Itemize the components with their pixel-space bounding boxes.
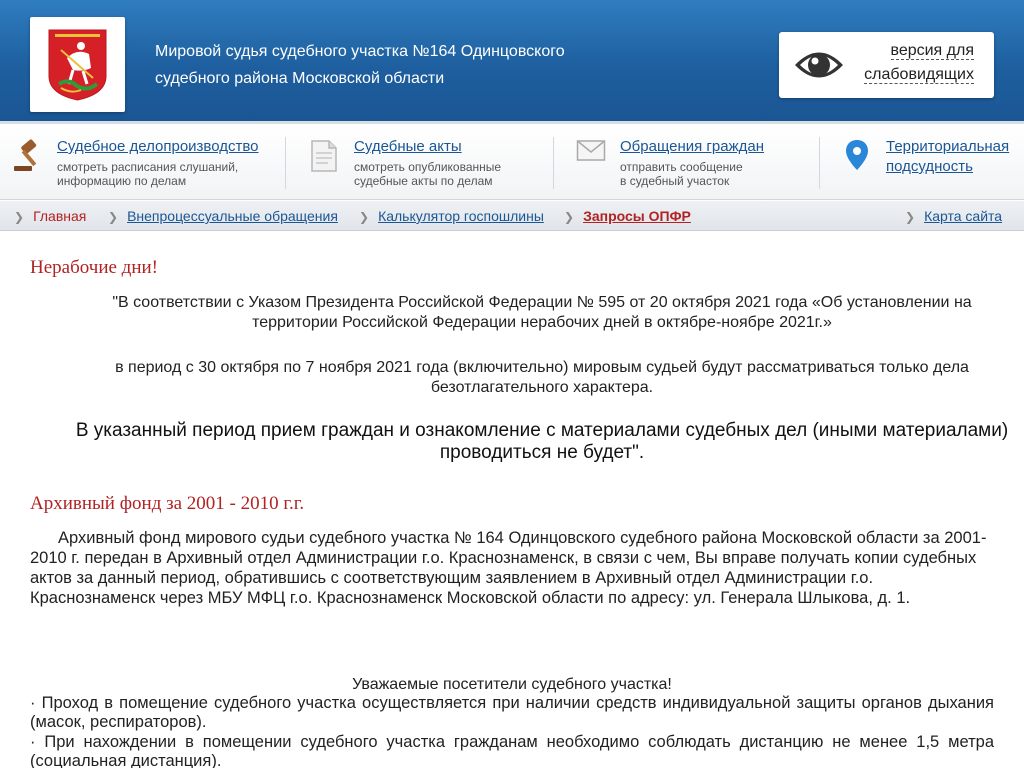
chevron-right-icon: ❯ bbox=[14, 210, 25, 224]
paragraph-line: безотлагательного характера. bbox=[430, 379, 654, 396]
service-court-acts[interactable] bbox=[310, 137, 540, 193]
nav-item-opfr-requests[interactable] bbox=[564, 207, 691, 226]
paragraph-line: в период с 30 октября по 7 ноября 2021 года (включительно) мировым судьей будут рассматриваться только дела bbox=[115, 359, 969, 376]
low-vision-label-line: слабовидящих bbox=[864, 66, 974, 83]
divider bbox=[553, 137, 554, 189]
service-desc-line: смотреть опубликованные bbox=[354, 160, 502, 174]
low-vision-button[interactable] bbox=[779, 32, 994, 98]
paragraph-line: "В соответствии с Указом Президента Российской Федерации № 595 от 20 октября 2021 года «Об установлении на bbox=[112, 294, 972, 311]
nav-link[interactable]: Карта сайта bbox=[924, 208, 1003, 224]
document-icon bbox=[310, 139, 338, 173]
nav-item-sitemap[interactable] bbox=[905, 207, 1002, 226]
service-desc bbox=[620, 160, 743, 188]
holidays-paragraph bbox=[60, 420, 1024, 464]
services-bar bbox=[0, 127, 1024, 200]
holidays-title: Нерабочие дни! bbox=[30, 257, 158, 278]
service-territorial-jurisdiction[interactable] bbox=[845, 137, 1020, 193]
archive-title: Архивный фонд за 2001 - 2010 г.г. bbox=[30, 493, 305, 514]
service-desc-line: информацию по делам bbox=[57, 174, 187, 188]
paragraph-line: проводиться не будет". bbox=[439, 442, 645, 463]
nav-item-extraprocedural[interactable] bbox=[108, 207, 338, 226]
service-title[interactable] bbox=[886, 137, 1009, 177]
chevron-right-icon: ❯ bbox=[564, 210, 575, 224]
service-desc bbox=[354, 160, 501, 188]
rule-item: · Проход в помещение судебного участка осуществляется при наличии средств индивидуальной защиты органов дыхания (масок, респираторов). bbox=[30, 694, 994, 731]
site-title-line: судебного района Московской области bbox=[155, 70, 445, 87]
envelope-icon bbox=[576, 139, 606, 163]
chevron-right-icon: ❯ bbox=[359, 210, 370, 224]
site-header bbox=[0, 0, 1024, 124]
nav-link[interactable]: Калькулятор госпошлины bbox=[378, 208, 544, 224]
rule-item: · При нахождении в помещении судебного участка гражданам необходимо соблюдать дистанцию не менее 1,5 метра (социальная дистанция). bbox=[30, 733, 994, 768]
service-title-line: Территориальная bbox=[886, 138, 1010, 155]
low-vision-label bbox=[864, 39, 974, 87]
service-citizen-appeals[interactable] bbox=[576, 137, 806, 193]
divider bbox=[819, 137, 820, 189]
service-desc bbox=[57, 160, 238, 188]
nav-item-fee-calculator[interactable] bbox=[359, 207, 544, 226]
site-title-line: Мировой судья судебного участка №164 Одинцовского bbox=[155, 43, 565, 60]
site-title bbox=[155, 38, 615, 92]
breadcrumb-nav bbox=[0, 201, 1024, 231]
visitors-title: Уважаемые посетители судебного участка! bbox=[352, 676, 672, 693]
nav-link[interactable]: Главная bbox=[33, 208, 87, 224]
eye-icon bbox=[793, 46, 845, 84]
low-vision-label-line: версия для bbox=[890, 42, 974, 59]
nav-link[interactable]: Внепроцессуальные обращения bbox=[127, 208, 338, 224]
archive-paragraph: Архивный фонд мирового судьи судебного участка № 164 Одинцовского судебного района Московской области за 2001-2010 г. передан в Архивный отдел Администрации г.о. Краснознаменск, в связи с чем, Вы вправе получать копии судебных актов за данный период, обратившись с соответствующим заявлением в Архивный отдел Администрации г.о. Краснознаменск через МБУ МФЦ г.о. Краснознаменск Московской области по адресу: ул. Генерала Шлыкова, д. 1. bbox=[30, 529, 987, 607]
service-title[interactable]: Обращения граждан bbox=[620, 138, 764, 155]
paragraph-line: территории Российской Федерации нерабочих дней в октябре-ноябре 2021г.» bbox=[252, 314, 832, 331]
coat-of-arms-icon bbox=[47, 28, 108, 102]
service-desc-line: смотреть расписания слушаний, bbox=[57, 160, 239, 174]
holidays-paragraph bbox=[60, 293, 1024, 333]
chevron-right-icon: ❯ bbox=[108, 210, 119, 224]
service-desc-line: отправить сообщение bbox=[620, 160, 743, 174]
paragraph-line: В указанный период прием граждан и ознакомление с материалами судебных дел (иными материалами) bbox=[75, 420, 1009, 441]
moscow-region-emblem[interactable] bbox=[30, 17, 125, 112]
divider bbox=[285, 137, 286, 189]
service-title-line: подсудность bbox=[886, 158, 973, 175]
service-case-proceedings[interactable] bbox=[12, 137, 282, 193]
nav-item-home[interactable] bbox=[14, 207, 86, 226]
service-desc-line: в судебный участок bbox=[620, 174, 730, 188]
gavel-icon bbox=[12, 139, 46, 173]
holidays-paragraph bbox=[60, 358, 1024, 398]
nav-link[interactable]: Запросы ОПФР bbox=[583, 208, 691, 224]
service-title[interactable]: Судебное делопроизводство bbox=[57, 138, 259, 155]
chevron-right-icon: ❯ bbox=[905, 210, 916, 224]
service-desc-line: судебные акты по делам bbox=[354, 174, 493, 188]
map-pin-icon bbox=[845, 139, 869, 171]
service-title[interactable]: Судебные акты bbox=[354, 138, 462, 155]
